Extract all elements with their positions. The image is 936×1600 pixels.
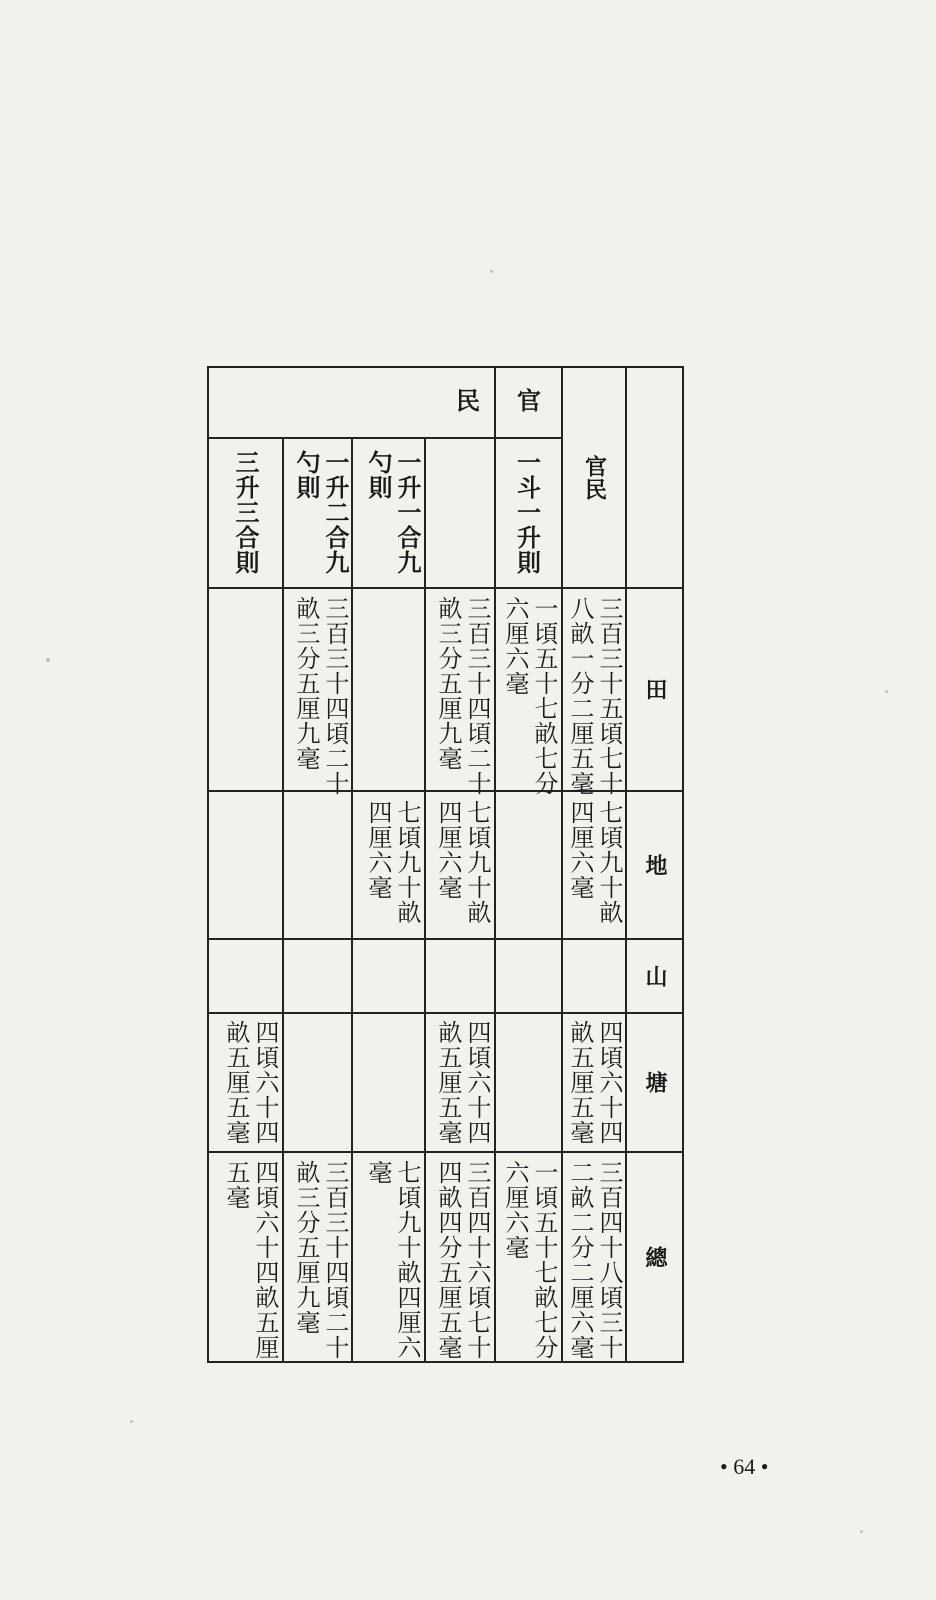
header-shan: 山 [642,964,668,988]
grid-line-col-minr1 [351,437,353,1363]
mintotal-tian: 三百三十四頃二十 畝三分五厘九毫 [434,596,491,796]
guanmin-tian: 三百三十五頃七十 八畝一分二厘五毫 [566,596,623,796]
page-number: • 64 • [720,1454,769,1479]
row-label-guanmin: 官民 [581,454,608,501]
rate-guan: 一斗一升則 [512,450,542,575]
guan-zong: 一頃五十七畝七分 六厘六毫 [501,1160,558,1360]
paper-speck [860,1530,863,1533]
paper-speck [130,1420,133,1423]
rate-min-r3: 三升三合則 [231,450,260,575]
grid-line-shan-end [207,1012,684,1014]
mintotal-zong: 三百四十六頃七十 四畝四分五厘五毫 [434,1160,491,1360]
mintotal-di: 七頃九十畝 四厘六毫 [434,800,491,925]
paper-speck [46,658,50,662]
group-label-guan: 官 [512,388,542,413]
header-tian: 田 [642,678,668,701]
guanmin-di: 七頃九十畝 四厘六毫 [566,800,623,925]
header-di: 地 [642,853,668,877]
table-border-bottom [207,1361,684,1363]
minr2-zong: 三百三十四頃二十 畝三分五厘九毫 [292,1160,349,1360]
grid-line-di-end [207,938,684,940]
table-border-left [207,366,209,1363]
grid-line-tang-end [207,1151,684,1153]
grid-line-col-minr2 [282,437,284,1363]
grid-line-header-end [207,587,684,589]
grid-line-under-group [207,437,561,439]
minr3-tang: 四頃六十四 畝五厘五毫 [222,1020,279,1145]
header-zong: 總 [642,1245,668,1269]
minr2-tian: 三百三十四頃二十 畝三分五厘九毫 [292,596,349,796]
paper-speck [490,270,493,273]
paper-speck [885,690,888,693]
guan-tian: 一頃五十七畝七分 六厘六毫 [501,596,558,796]
guanmin-zong: 三百四十八頃三十 二畝二分二厘六毫 [566,1160,623,1360]
rate-min-r1: 一升一合九 勺則 [364,450,422,575]
minr1-di: 七頃九十畝 四厘六毫 [364,800,421,925]
mintotal-tang: 四頃六十四 畝五厘五毫 [434,1020,491,1145]
header-tang: 塘 [642,1071,668,1094]
table-border-right [682,366,684,1363]
rate-min-r2: 一升二合九 勺則 [292,450,350,575]
minr1-zong: 七頃九十畝四厘六 毫 [364,1160,421,1360]
guanmin-tang: 四頃六十四 畝五厘五毫 [566,1020,623,1145]
minr3-zong: 四頃六十四畝五厘 五毫 [222,1160,279,1360]
grid-line-col-mintotal [424,437,426,1363]
group-label-min: 民 [451,388,481,413]
